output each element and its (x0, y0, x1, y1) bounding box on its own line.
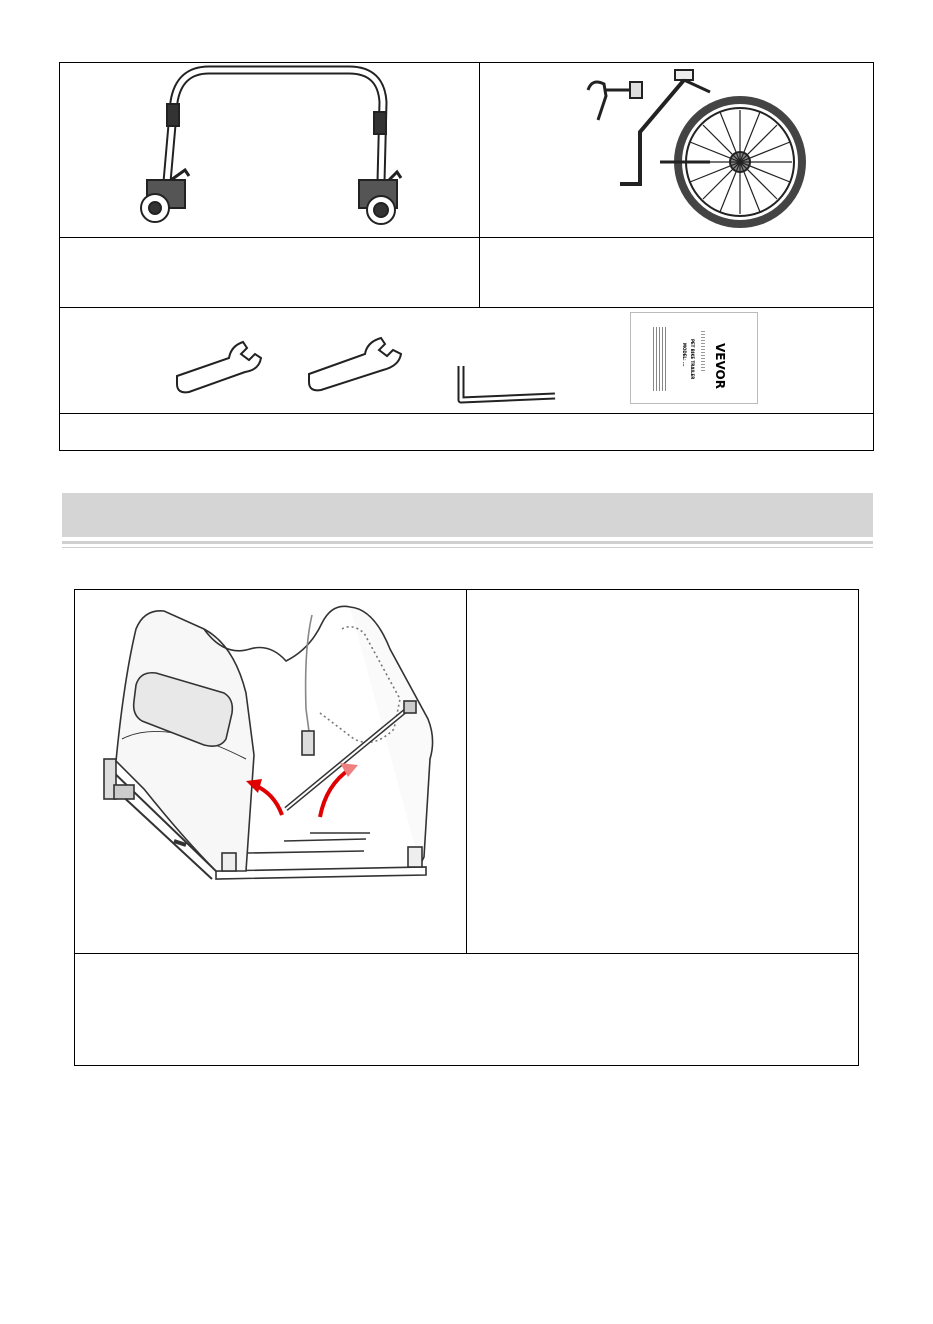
step-caption (74, 955, 859, 1066)
rotate-arrow-icon (320, 763, 358, 817)
manual-line: PET BIKE TRAILER (690, 339, 695, 380)
wheel-cell (480, 62, 874, 237)
section-rule (62, 541, 873, 544)
wheel-illustration (480, 62, 874, 237)
handlebar-cell (59, 62, 479, 237)
section-header (62, 493, 873, 537)
section-title (62, 493, 873, 517)
step-box (74, 589, 859, 1066)
manual-line: MODEL: ... (682, 343, 687, 367)
hex-key-icon (451, 360, 561, 408)
manual-icon (630, 312, 758, 404)
tools-label (59, 414, 874, 451)
step-instruction (468, 589, 859, 953)
tools-cell (59, 308, 874, 413)
wrench-icon (171, 336, 267, 396)
handlebar-illustration (59, 62, 479, 237)
wheel-label (480, 238, 874, 307)
canopy-cell (74, 589, 466, 953)
canopy-illustration (74, 589, 466, 953)
parts-table (59, 62, 874, 451)
wrench-icon (303, 332, 407, 394)
handlebar-label (59, 238, 479, 307)
manual-brand: VEVOR (713, 343, 727, 390)
section-rule (62, 547, 873, 548)
